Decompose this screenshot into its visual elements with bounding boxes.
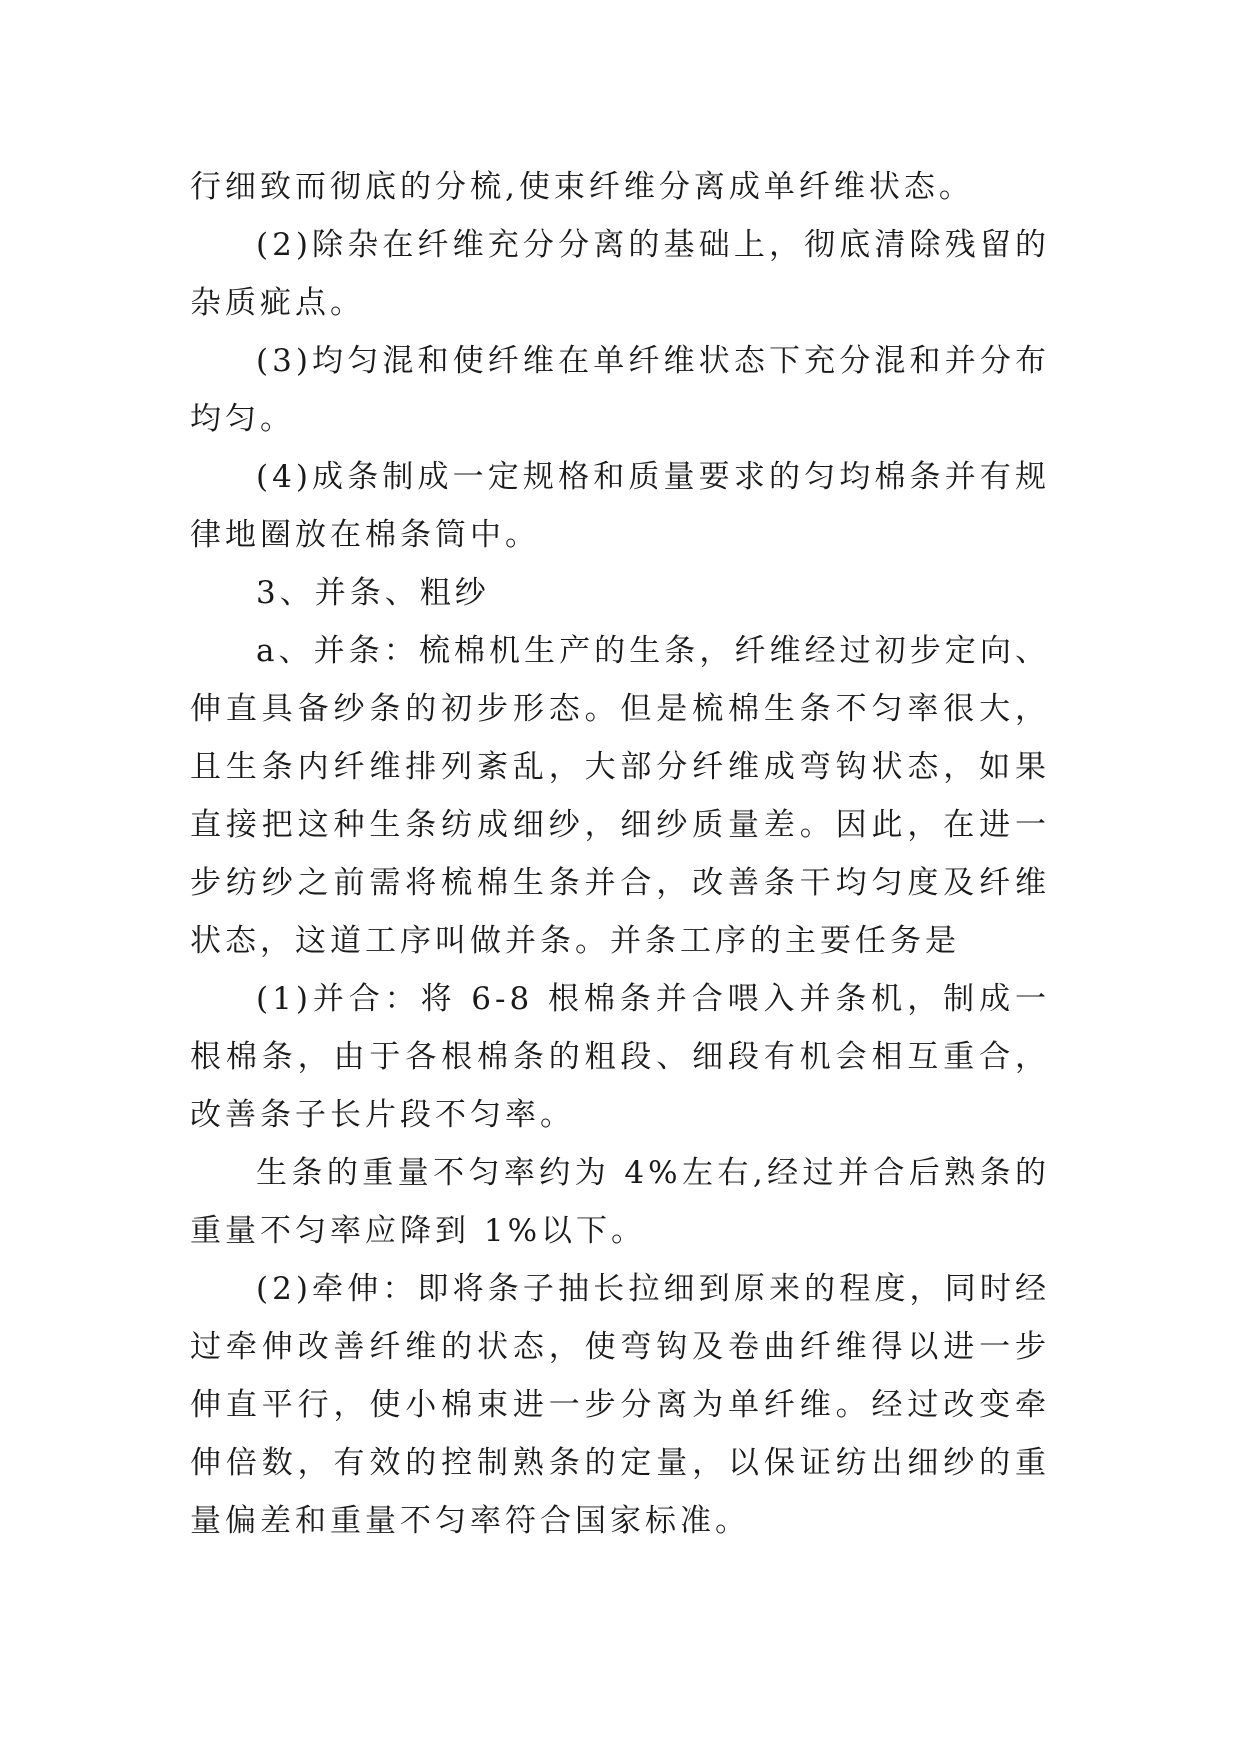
- paragraph-weight-unevenness: 生条的重量不匀率约为 4%左右,经过并合后熟条的重量不匀率应降到 1%以下。: [190, 1155, 1050, 1249]
- paragraph-drawing-intro: a、并条：梳棉机生产的生条，纤维经过初步定向、伸直具备纱条的初步形态。但是梳棉生条不匀率很大，且生条内纤维排列紊乱，大部分纤维成弯钩状态，如果直接把这种生条纺成细纱，细纱质量差。因此，在进一步纺纱之前需将梳棉生条并合，改善条干均匀度及纤维状态，这道工序叫做并条。并条工序的主要任务是: [190, 633, 1050, 959]
- paragraph-continuation: 行细致而彻底的分梳,使束纤维分离成单纤维状态。: [190, 169, 974, 205]
- paragraph-doubling: (1)并合：将 6-8 根棉条并合喂入并条机，制成一根棉条，由于各根棉条的粗段、细段有机会相互重合，改善条子长片段不匀率。: [190, 981, 1050, 1133]
- document-body: [190, 158, 1050, 1550]
- paragraph-impurity-removal: (2)除杂在纤维充分分离的基础上，彻底清除残留的杂质疵点。: [190, 227, 1050, 321]
- paragraph-drafting: (2)牵伸：即将条子抽长拉细到原来的程度，同时经过牵伸改善纤维的状态，使弯钩及卷曲纤维得以进一步伸直平行，使小棉束进一步分离为单纤维。经过改变牵伸倍数，有效的控制熟条的定量，以保证纺出细纱的重量偏差和重量不匀率符合国家标准。: [190, 1271, 1050, 1539]
- paragraph-sliver-forming: (4)成条制成一定规格和质量要求的匀均棉条并有规律地圈放在棉条筒中。: [190, 459, 1050, 553]
- section-heading-drawing-roving: 3、并条、粗纱: [256, 575, 490, 611]
- paragraph-uniform-mixing: (3)均匀混和使纤维在单纤维状态下充分混和并分布均匀。: [190, 343, 1050, 437]
